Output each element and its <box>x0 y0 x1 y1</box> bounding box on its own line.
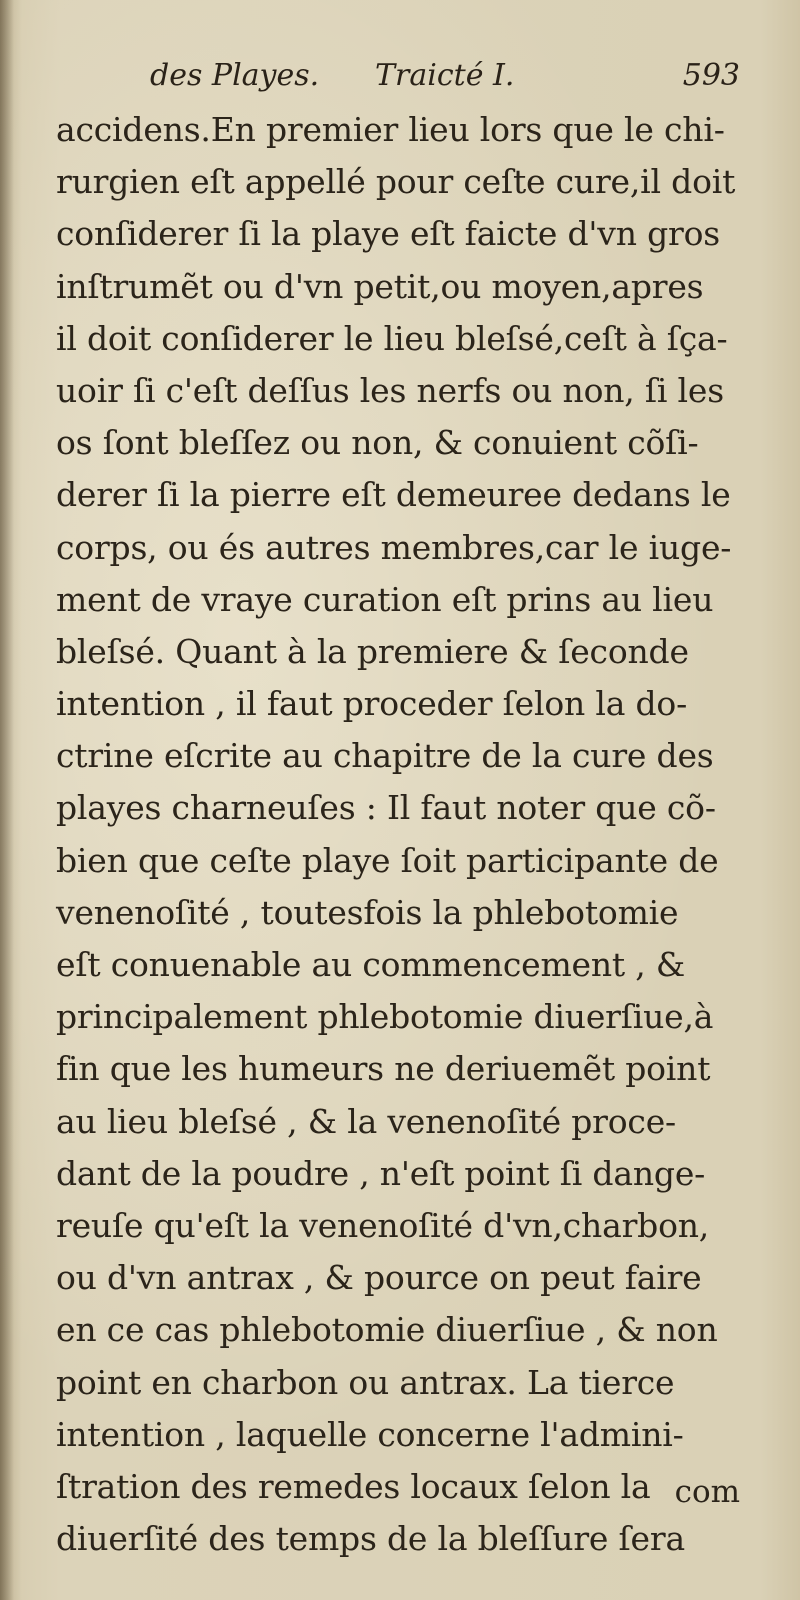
text-line: rurgien eſt appellé pour ceſte cure,il doit <box>56 162 736 202</box>
text-line: accidens.En premier lieu lors que le chi- <box>56 110 725 149</box>
running-title-left: des Playes. <box>150 58 320 93</box>
text-line: ſtration des remedes locaux ſelon la <box>56 1466 651 1506</box>
text-line: uoir ſi c'eſt deſſus les nerfs ou non, ſi les <box>56 370 724 410</box>
text-line: venenoſité , toutesfois la phlebotomie <box>56 892 679 932</box>
page-number: 593 <box>682 58 740 93</box>
gutter-shadow <box>0 0 14 1600</box>
text-line: intention , laquelle concerne l'admini- <box>56 1414 684 1454</box>
page-header <box>150 58 740 102</box>
text-line: principalement phlebotomie diuerſiue,à <box>56 997 714 1037</box>
text-line: ctrine eſcrite au chapitre de la cure des <box>56 736 714 776</box>
text-line: intention , il faut proceder ſelon la do- <box>56 684 688 724</box>
text-line: derer ſi la pierre eſt demeuree dedans le <box>56 475 731 515</box>
catchword: com <box>674 1474 740 1510</box>
text-line: au lieu bleſsé , & la venenoſité proce- <box>56 1101 676 1141</box>
text-line: bien que ceſte playe ſoit participante de <box>56 840 719 880</box>
text-line: os ſont bleſſez ou non, & conuient cõſi- <box>56 423 699 463</box>
text-line: playes charneuſes : Il faut noter que cõ- <box>56 788 716 828</box>
text-line: fin que les humeurs ne deriuemẽt point <box>56 1049 711 1089</box>
text-line: inſtrumẽt ou d'vn petit,ou moyen,apres <box>56 266 704 306</box>
text-line: eſt conuenable au commencement , & <box>56 945 686 984</box>
text-line: bleſsé. Quant à la premiere & ſeconde <box>56 631 689 671</box>
text-line: reuſe qu'eſt la venenoſité d'vn,charbon, <box>56 1205 710 1245</box>
text-line: ment de vraye curation eſt prins au lieu <box>56 579 714 619</box>
text-line: dant de la poudre , n'eſt point ſi dange- <box>56 1153 706 1193</box>
text-line: corps, ou és autres membres,car le iuge- <box>56 527 732 567</box>
body-text <box>56 104 746 1565</box>
text-line: conſiderer ſi la playe eſt faicte d'vn gros <box>56 214 720 254</box>
text-line: en ce cas phlebotomie diuerſiue , & non <box>56 1310 718 1350</box>
text-line: point en charbon ou antrax. La tierce <box>56 1362 675 1402</box>
text-line: il doit conſiderer le lieu bleſsé,ceſt à ſça- <box>56 318 728 358</box>
running-title-center: Traicté I. <box>375 58 515 93</box>
text-line: ou d'vn antrax , & pource on peut faire <box>56 1258 702 1298</box>
text-line: diuerſité des temps de la bleſſure ſera <box>56 1519 685 1559</box>
